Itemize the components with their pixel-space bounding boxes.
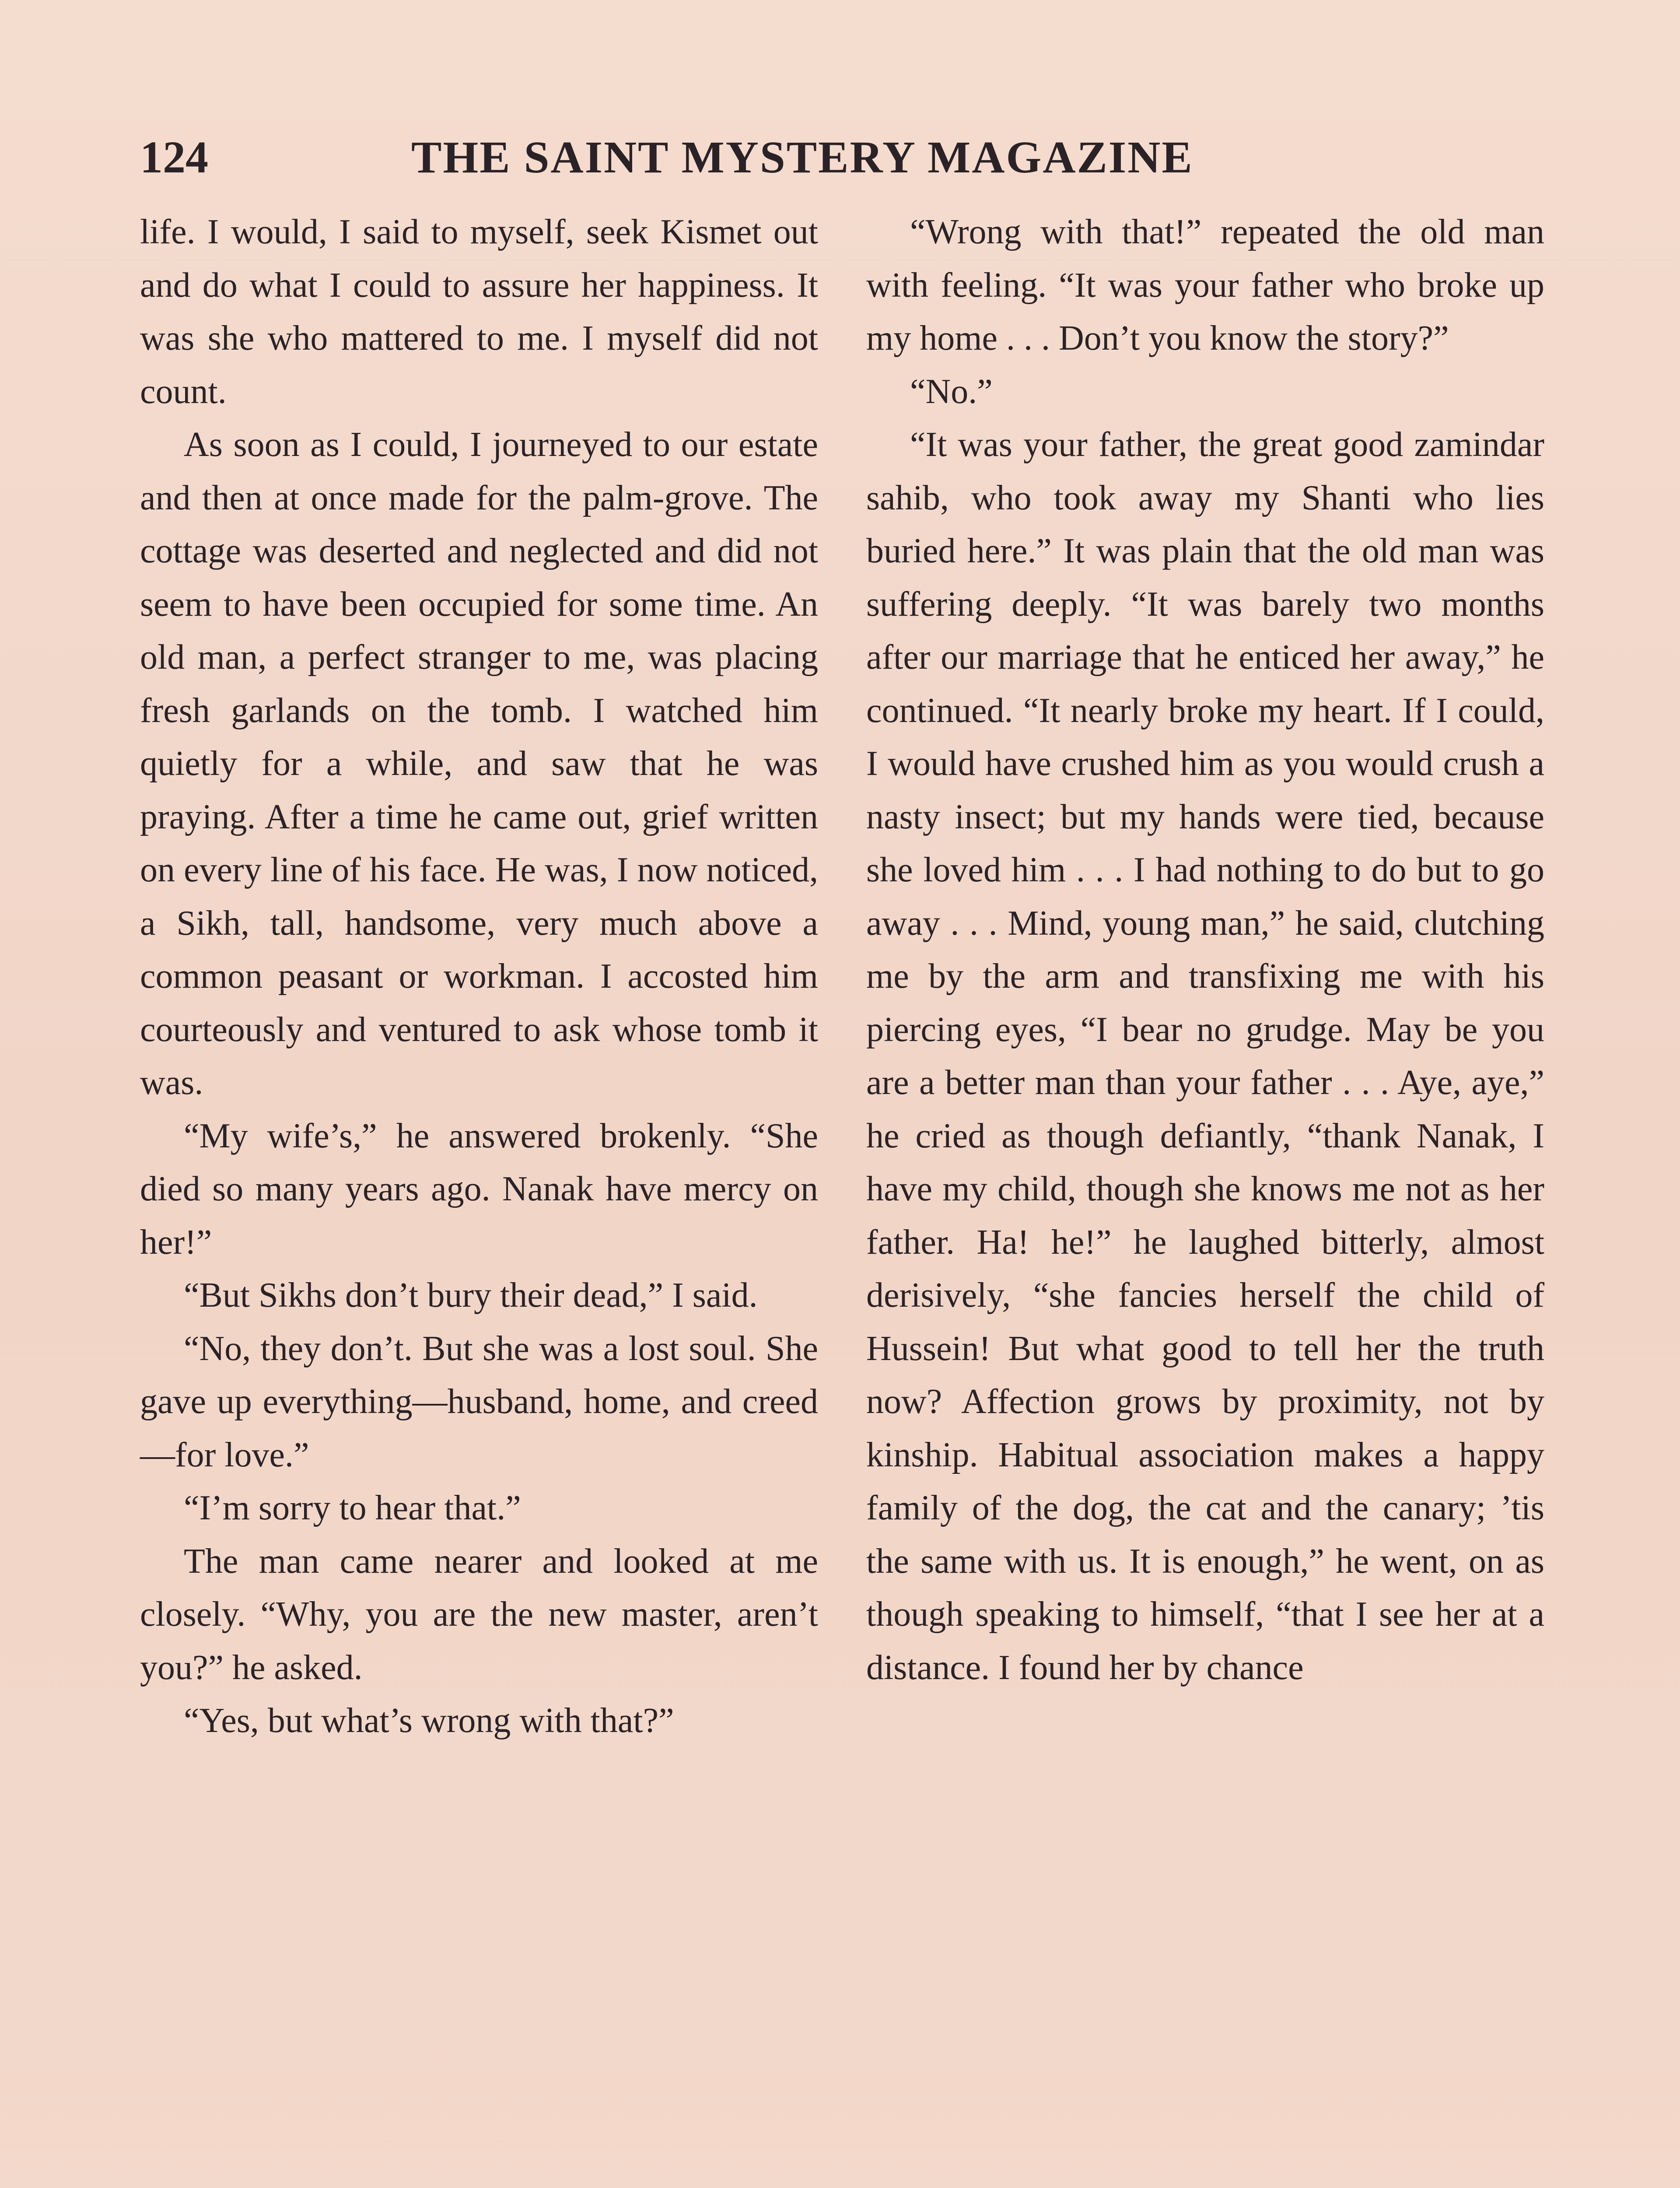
paragraph: life. I would, I said to myself, seek Kismet out and do what I could to assure her happiness. It was she who mattered to me. I myself did not count. [140,213,818,411]
paragraph: As soon as I could, I journeyed to our estate and then at once made for the palm-grove. The cottage was deserted and neglected and did not seem to have been occupied for some time. An old man, a perfect stranger to me, was placing fresh garlands on the tomb. I watched him quietly for a while, and saw that he was praying. After a time he came out, grief written on every line of his face. He was, I now noticed, a Sikh, tall, handsome, very much above a common peasant or workman. I accosted him courteously and ventured to ask whose tomb it was. [140,425,818,1102]
paragraph: “It was your father, the great good zamindar sahib, who took away my Shanti who lies buried here.” It was plain that the old man was suffering deeply. “It was barely two months after our marriage that he enticed her away,” he continued. “It nearly broke my heart. If I could, I would have crushed him as you would crush a nasty insect; but my hands were tied, because she loved him . . . I had nothing to do but to go away . . . Mind, young man,” he said, clutching me by the arm and transfixing me with his piercing eyes, “I bear no grudge. May be you are a better man than your father . . . Aye, aye,” he cried as though defiantly, “thank Nanak, I have my child, though she knows me not as her father. Ha! he!” he laughed bitterly, almost derisively, “she fancies herself the child of Hussein! But what good to tell her the truth now? Affection grows by proximity, not by kinship. Habitual association makes a happy family of the dog, the cat and the canary; ’tis the same with us. It is enough,” he went, on as though speaking to himself, “that I see her at a distance. I found her by chance [866,425,1544,1687]
right-column [866,206,1544,1694]
paragraph: “No.” [910,372,993,411]
paragraph: “But Sikhs don’t bury their dead,” I said. [184,1276,758,1315]
paragraph: “My wife’s,” he answered brokenly. “She died so many years ago. Nanak have mercy on her!” [140,1116,818,1262]
paragraph: The man came nearer and looked at me closely. “Why, you are the new master, aren’t you?” he asked. [140,1542,818,1687]
paragraph: “No, they don’t. But she was a lost soul. She gave up everything—husband, home, and creed—for love.” [140,1329,818,1474]
page-number: 124 [140,132,208,182]
paragraph: “Yes, but what’s wrong with that?” [184,1701,674,1740]
page-header [140,127,1540,188]
paragraph: “Wrong with that!” repeated the old man with feeling. “It was your father who broke up my home . . . Don’t you know the story?” [866,213,1544,358]
running-title: THE SAINT MYSTERY MAGAZINE [411,132,1194,182]
left-column [140,206,818,1748]
paragraph: “I’m sorry to hear that.” [184,1489,521,1527]
